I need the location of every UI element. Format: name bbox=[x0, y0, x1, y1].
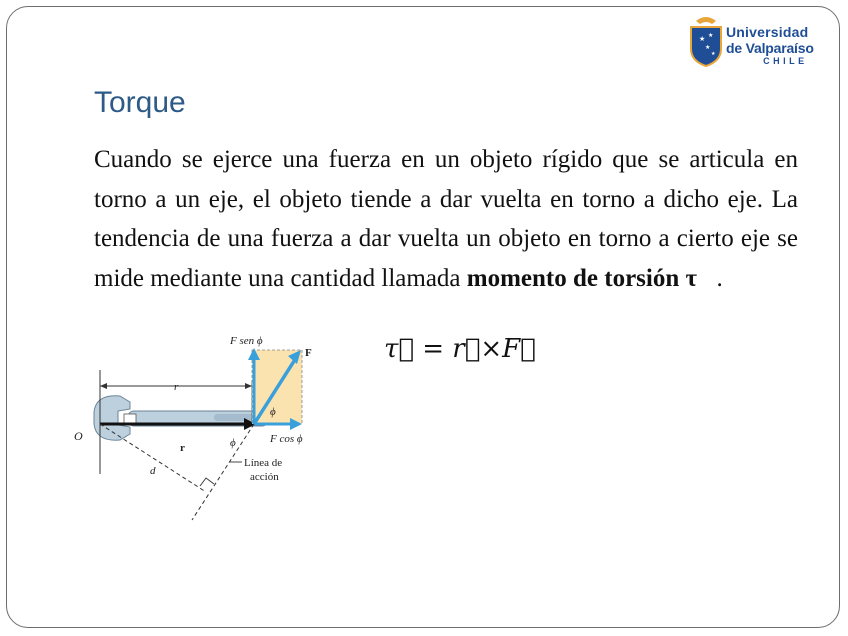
r-dimension-label: r bbox=[174, 381, 179, 393]
body-text-intro: Cuando se ejerce una fuerza en un objeto rígido que se articula en torno a un eje, el objeto tiende a dar vuelta en torno a dicho eje. La tendencia de una fuerza a dar vuelta un objeto en torno a cierto eje se mide mediante una cantidad llamada bbox=[94, 146, 798, 292]
university-logo bbox=[688, 15, 828, 75]
f-cos-label: F cos ϕ bbox=[270, 433, 303, 445]
r-vector-label: r bbox=[180, 442, 185, 454]
linea-label-1: Línea de bbox=[244, 457, 283, 469]
shield-emblem-icon bbox=[688, 15, 724, 67]
key-term: momento de torsión τ⃗ bbox=[466, 264, 717, 292]
body-paragraph bbox=[94, 140, 798, 298]
torque-formula: τ⃗ = r⃗×F⃗ bbox=[384, 334, 536, 364]
svg-text:★: ★ bbox=[699, 35, 706, 43]
wrench-illustration bbox=[94, 396, 268, 440]
body-text-end: . bbox=[716, 264, 723, 292]
logo-name-line1: Universidad bbox=[726, 24, 809, 40]
phi-bottom-label: ϕ bbox=[230, 437, 236, 449]
svg-text:★: ★ bbox=[711, 51, 716, 57]
origin-label: O bbox=[74, 429, 83, 443]
d-label: d bbox=[150, 465, 156, 477]
line-of-action bbox=[192, 424, 254, 520]
slide-title: Torque bbox=[94, 86, 186, 119]
phi-top-label: ϕ bbox=[270, 406, 276, 418]
torque-wrench-diagram bbox=[64, 334, 324, 524]
logo-country: CHILE bbox=[763, 56, 808, 66]
svg-text:★: ★ bbox=[705, 44, 711, 51]
f-vector-label: F bbox=[305, 347, 312, 359]
f-sen-label: F sen ϕ bbox=[230, 335, 263, 347]
linea-label-2: acción bbox=[250, 471, 279, 483]
logo-name-line2: de Valparaíso bbox=[726, 40, 814, 56]
svg-text:★: ★ bbox=[708, 32, 714, 39]
